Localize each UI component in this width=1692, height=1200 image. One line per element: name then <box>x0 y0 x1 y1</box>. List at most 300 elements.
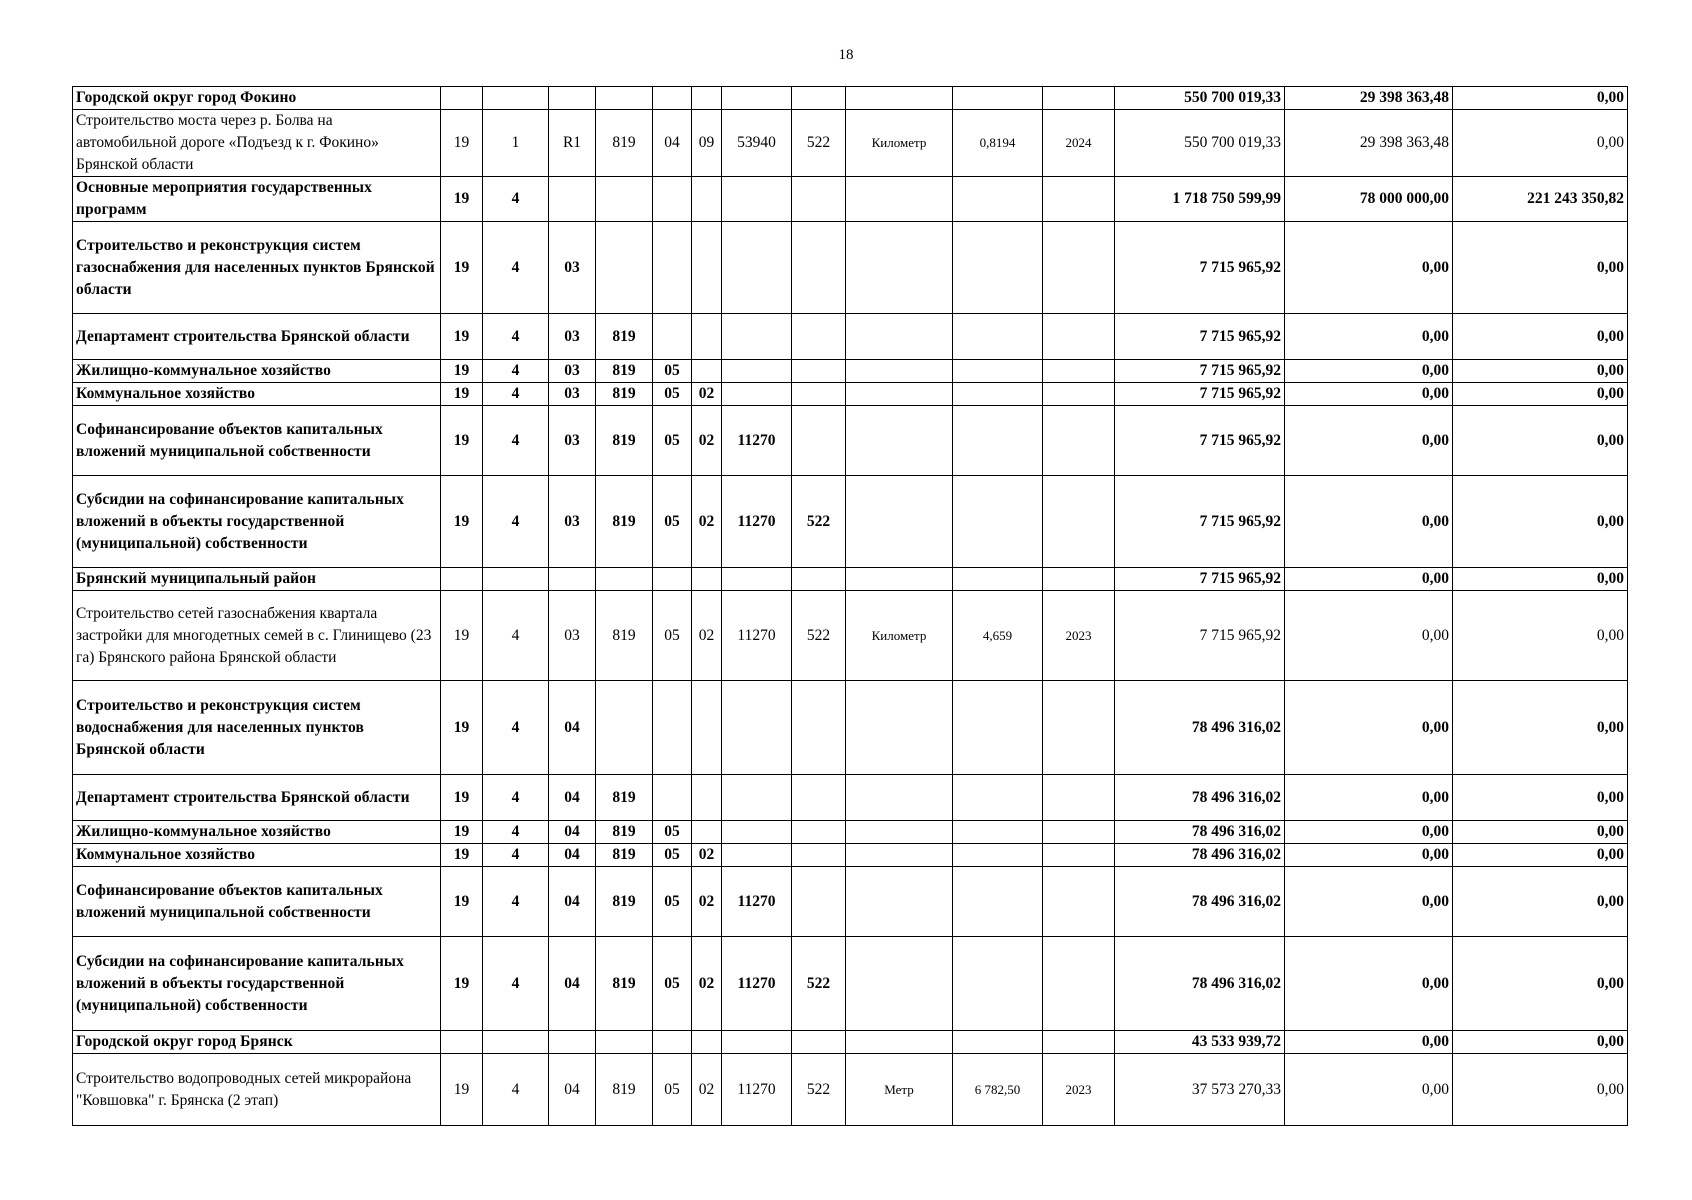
program-code: 19 <box>441 681 483 775</box>
department-code: 819 <box>596 937 653 1031</box>
subprogram-code <box>483 87 549 110</box>
subsection-code: 02 <box>692 867 722 937</box>
department-code: 819 <box>596 775 653 821</box>
amount-col-1: 1 718 750 599,99 <box>1115 177 1285 222</box>
capacity-value: 4,659 <box>953 591 1043 681</box>
activity-code: 03 <box>549 360 596 383</box>
department-code: 819 <box>596 821 653 844</box>
expense-type-code <box>792 222 846 314</box>
department-code <box>596 681 653 775</box>
department-code: 819 <box>596 867 653 937</box>
activity-code: 03 <box>549 406 596 476</box>
activity-code: 03 <box>549 476 596 568</box>
subprogram-code: 4 <box>483 476 549 568</box>
department-code <box>596 177 653 222</box>
section-code <box>653 775 692 821</box>
activity-code <box>549 87 596 110</box>
completion-year <box>1043 406 1115 476</box>
subsection-code <box>692 568 722 591</box>
section-code <box>653 87 692 110</box>
capacity-unit <box>846 937 953 1031</box>
activity-code: 03 <box>549 383 596 406</box>
capacity-value <box>953 314 1043 360</box>
amount-col-3: 0,00 <box>1453 591 1628 681</box>
amount-col-3: 221 243 350,82 <box>1453 177 1628 222</box>
section-code: 05 <box>653 867 692 937</box>
subsection-code <box>692 87 722 110</box>
capacity-unit <box>846 775 953 821</box>
amount-col-3: 0,00 <box>1453 222 1628 314</box>
amount-col-1: 78 496 316,02 <box>1115 937 1285 1031</box>
amount-col-3: 0,00 <box>1453 937 1628 1031</box>
subprogram-code: 4 <box>483 177 549 222</box>
activity-code: 04 <box>549 1054 596 1126</box>
subprogram-code: 4 <box>483 314 549 360</box>
capacity-value <box>953 406 1043 476</box>
expense-type-code <box>792 867 846 937</box>
target-code <box>722 681 792 775</box>
activity-code: 04 <box>549 775 596 821</box>
completion-year <box>1043 681 1115 775</box>
section-code <box>653 568 692 591</box>
capacity-value <box>953 844 1043 867</box>
table-row <box>73 681 1628 775</box>
table-row <box>73 87 1628 110</box>
target-code: 11270 <box>722 476 792 568</box>
row-name: Строительство водопроводных сетей микрорайона "Ковшовка" г. Брянска (2 этап) <box>73 1054 441 1126</box>
completion-year <box>1043 821 1115 844</box>
amount-col-3: 0,00 <box>1453 314 1628 360</box>
completion-year <box>1043 314 1115 360</box>
table-row <box>73 1031 1628 1054</box>
row-name: Строительство и реконструкция систем газоснабжения для населенных пунктов Брянской области <box>73 222 441 314</box>
table-row <box>73 314 1628 360</box>
amount-col-2: 0,00 <box>1285 383 1453 406</box>
subsection-code: 02 <box>692 383 722 406</box>
amount-col-2: 0,00 <box>1285 867 1453 937</box>
amount-col-3: 0,00 <box>1453 360 1628 383</box>
section-code: 05 <box>653 476 692 568</box>
department-code: 819 <box>596 406 653 476</box>
activity-code: 04 <box>549 844 596 867</box>
section-code: 04 <box>653 110 692 177</box>
amount-col-3: 0,00 <box>1453 821 1628 844</box>
subprogram-code: 4 <box>483 937 549 1031</box>
expense-type-code: 522 <box>792 476 846 568</box>
subprogram-code: 4 <box>483 222 549 314</box>
target-code: 11270 <box>722 406 792 476</box>
amount-col-1: 7 715 965,92 <box>1115 406 1285 476</box>
capacity-unit <box>846 314 953 360</box>
expense-type-code <box>792 406 846 476</box>
subsection-code <box>692 1031 722 1054</box>
section-code: 05 <box>653 844 692 867</box>
subprogram-code: 4 <box>483 681 549 775</box>
capacity-unit <box>846 821 953 844</box>
section-code: 05 <box>653 937 692 1031</box>
completion-year <box>1043 1031 1115 1054</box>
subsection-code <box>692 681 722 775</box>
target-code <box>722 1031 792 1054</box>
row-name: Софинансирование объектов капитальных вложений муниципальной собственности <box>73 406 441 476</box>
table-row <box>73 406 1628 476</box>
row-name: Городской округ город Брянск <box>73 1031 441 1054</box>
amount-col-3: 0,00 <box>1453 406 1628 476</box>
department-code: 819 <box>596 591 653 681</box>
capacity-value <box>953 87 1043 110</box>
department-code <box>596 1031 653 1054</box>
expense-type-code <box>792 1031 846 1054</box>
department-code: 819 <box>596 314 653 360</box>
subsection-code: 02 <box>692 591 722 681</box>
section-code: 05 <box>653 406 692 476</box>
amount-col-3: 0,00 <box>1453 681 1628 775</box>
amount-col-2: 0,00 <box>1285 937 1453 1031</box>
table-row <box>73 937 1628 1031</box>
subsection-code <box>692 177 722 222</box>
program-code: 19 <box>441 844 483 867</box>
subsection-code <box>692 821 722 844</box>
completion-year <box>1043 867 1115 937</box>
subsection-code: 02 <box>692 476 722 568</box>
program-code: 19 <box>441 591 483 681</box>
subsection-code: 02 <box>692 937 722 1031</box>
capacity-value <box>953 775 1043 821</box>
subprogram-code: 4 <box>483 591 549 681</box>
subsection-code: 02 <box>692 844 722 867</box>
subprogram-code: 4 <box>483 867 549 937</box>
capacity-value: 0,8194 <box>953 110 1043 177</box>
table-row <box>73 568 1628 591</box>
program-code: 19 <box>441 383 483 406</box>
amount-col-2: 0,00 <box>1285 568 1453 591</box>
amount-col-1: 78 496 316,02 <box>1115 844 1285 867</box>
capacity-value <box>953 476 1043 568</box>
section-code <box>653 681 692 775</box>
program-code: 19 <box>441 406 483 476</box>
amount-col-3: 0,00 <box>1453 1031 1628 1054</box>
department-code: 819 <box>596 1054 653 1126</box>
target-code <box>722 360 792 383</box>
completion-year <box>1043 937 1115 1031</box>
row-name: Департамент строительства Брянской области <box>73 775 441 821</box>
amount-col-1: 37 573 270,33 <box>1115 1054 1285 1126</box>
amount-col-2: 0,00 <box>1285 476 1453 568</box>
capacity-value: 6 782,50 <box>953 1054 1043 1126</box>
activity-code: 04 <box>549 867 596 937</box>
department-code <box>596 222 653 314</box>
row-name: Софинансирование объектов капитальных вложений муниципальной собственности <box>73 867 441 937</box>
amount-col-1: 7 715 965,92 <box>1115 360 1285 383</box>
row-name: Городской округ город Фокино <box>73 87 441 110</box>
amount-col-3: 0,00 <box>1453 1054 1628 1126</box>
capacity-unit: Километр <box>846 110 953 177</box>
completion-year <box>1043 383 1115 406</box>
row-name: Строительство сетей газоснабжения квартала застройки для многодетных семей в с. Глинищево (23 га) Брянского района Брянской области <box>73 591 441 681</box>
subprogram-code: 4 <box>483 1054 549 1126</box>
capacity-unit <box>846 867 953 937</box>
subsection-code: 02 <box>692 406 722 476</box>
amount-col-1: 550 700 019,33 <box>1115 87 1285 110</box>
subprogram-code: 4 <box>483 844 549 867</box>
section-code <box>653 1031 692 1054</box>
capacity-value <box>953 568 1043 591</box>
target-code <box>722 844 792 867</box>
table-row <box>73 476 1628 568</box>
amount-col-2: 0,00 <box>1285 591 1453 681</box>
amount-col-1: 78 496 316,02 <box>1115 775 1285 821</box>
amount-col-2: 0,00 <box>1285 844 1453 867</box>
expense-type-code <box>792 568 846 591</box>
capacity-value <box>953 867 1043 937</box>
page-number: 18 <box>838 47 854 63</box>
subprogram-code: 4 <box>483 775 549 821</box>
program-code: 19 <box>441 314 483 360</box>
expense-type-code <box>792 821 846 844</box>
amount-col-2: 0,00 <box>1285 314 1453 360</box>
amount-col-3: 0,00 <box>1453 775 1628 821</box>
table-row <box>73 383 1628 406</box>
program-code: 19 <box>441 1054 483 1126</box>
department-code: 819 <box>596 110 653 177</box>
completion-year <box>1043 177 1115 222</box>
amount-col-3: 0,00 <box>1453 383 1628 406</box>
amount-col-3: 0,00 <box>1453 867 1628 937</box>
amount-col-1: 78 496 316,02 <box>1115 821 1285 844</box>
subsection-code: 02 <box>692 1054 722 1126</box>
capacity-value <box>953 383 1043 406</box>
subsection-code <box>692 222 722 314</box>
section-code: 05 <box>653 383 692 406</box>
capacity-unit <box>846 177 953 222</box>
expense-type-code: 522 <box>792 1054 846 1126</box>
subprogram-code <box>483 1031 549 1054</box>
target-code: 11270 <box>722 937 792 1031</box>
subprogram-code: 1 <box>483 110 549 177</box>
completion-year <box>1043 360 1115 383</box>
amount-col-1: 7 715 965,92 <box>1115 383 1285 406</box>
department-code: 819 <box>596 383 653 406</box>
section-code: 05 <box>653 1054 692 1126</box>
capacity-value <box>953 681 1043 775</box>
amount-col-2: 0,00 <box>1285 406 1453 476</box>
amount-col-2: 0,00 <box>1285 821 1453 844</box>
amount-col-3: 0,00 <box>1453 87 1628 110</box>
target-code <box>722 775 792 821</box>
expense-type-code: 522 <box>792 110 846 177</box>
amount-col-1: 7 715 965,92 <box>1115 591 1285 681</box>
department-code: 819 <box>596 476 653 568</box>
program-code: 19 <box>441 775 483 821</box>
amount-col-2: 0,00 <box>1285 222 1453 314</box>
completion-year <box>1043 476 1115 568</box>
program-code: 19 <box>441 867 483 937</box>
program-code <box>441 87 483 110</box>
program-code: 19 <box>441 222 483 314</box>
capacity-unit <box>846 681 953 775</box>
amount-col-2: 29 398 363,48 <box>1285 87 1453 110</box>
amount-col-3: 0,00 <box>1453 110 1628 177</box>
program-code: 19 <box>441 476 483 568</box>
row-name: Коммунальное хозяйство <box>73 383 441 406</box>
section-code <box>653 314 692 360</box>
capacity-value <box>953 177 1043 222</box>
expense-type-code <box>792 844 846 867</box>
target-code <box>722 314 792 360</box>
capacity-unit <box>846 476 953 568</box>
table-row <box>73 110 1628 177</box>
department-code: 819 <box>596 844 653 867</box>
table-row <box>73 775 1628 821</box>
section-code <box>653 222 692 314</box>
target-code <box>722 87 792 110</box>
table-row <box>73 591 1628 681</box>
row-name: Строительство и реконструкция систем водоснабжения для населенных пунктов Брянской области <box>73 681 441 775</box>
section-code: 05 <box>653 821 692 844</box>
amount-col-1: 78 496 316,02 <box>1115 867 1285 937</box>
department-code: 819 <box>596 360 653 383</box>
expense-type-code <box>792 681 846 775</box>
capacity-value <box>953 1031 1043 1054</box>
amount-col-2: 29 398 363,48 <box>1285 110 1453 177</box>
row-name: Жилищно-коммунальное хозяйство <box>73 360 441 383</box>
expense-type-code <box>792 775 846 821</box>
amount-col-1: 7 715 965,92 <box>1115 222 1285 314</box>
completion-year: 2023 <box>1043 591 1115 681</box>
subsection-code <box>692 360 722 383</box>
subsection-code: 09 <box>692 110 722 177</box>
capacity-unit <box>846 406 953 476</box>
activity-code: R1 <box>549 110 596 177</box>
target-code <box>722 222 792 314</box>
completion-year <box>1043 87 1115 110</box>
target-code: 53940 <box>722 110 792 177</box>
activity-code: 03 <box>549 222 596 314</box>
amount-col-2: 0,00 <box>1285 681 1453 775</box>
program-code: 19 <box>441 360 483 383</box>
program-code: 19 <box>441 110 483 177</box>
expense-type-code <box>792 177 846 222</box>
row-name: Жилищно-коммунальное хозяйство <box>73 821 441 844</box>
capacity-unit <box>846 568 953 591</box>
row-name: Субсидии на софинансирование капитальных вложений в объекты государственной (муниципальной) собственности <box>73 476 441 568</box>
table-row <box>73 1054 1628 1126</box>
amount-col-1: 550 700 019,33 <box>1115 110 1285 177</box>
section-code: 05 <box>653 591 692 681</box>
activity-code <box>549 177 596 222</box>
subsection-code <box>692 314 722 360</box>
section-code: 05 <box>653 360 692 383</box>
amount-col-3: 0,00 <box>1453 844 1628 867</box>
table-row <box>73 177 1628 222</box>
capacity-value <box>953 821 1043 844</box>
table-row <box>73 844 1628 867</box>
row-name: Брянский муниципальный район <box>73 568 441 591</box>
activity-code: 03 <box>549 591 596 681</box>
table-row <box>73 360 1628 383</box>
program-code <box>441 568 483 591</box>
amount-col-1: 7 715 965,92 <box>1115 476 1285 568</box>
capacity-unit <box>846 360 953 383</box>
capacity-unit <box>846 844 953 867</box>
completion-year: 2024 <box>1043 110 1115 177</box>
activity-code <box>549 1031 596 1054</box>
target-code <box>722 177 792 222</box>
amount-col-2: 78 000 000,00 <box>1285 177 1453 222</box>
amount-col-1: 43 533 939,72 <box>1115 1031 1285 1054</box>
capacity-value <box>953 360 1043 383</box>
expense-type-code: 522 <box>792 937 846 1031</box>
activity-code: 04 <box>549 937 596 1031</box>
completion-year: 2023 <box>1043 1054 1115 1126</box>
expense-type-code <box>792 383 846 406</box>
amount-col-2: 0,00 <box>1285 1054 1453 1126</box>
capacity-unit <box>846 383 953 406</box>
subsection-code <box>692 775 722 821</box>
completion-year <box>1043 568 1115 591</box>
program-code: 19 <box>441 177 483 222</box>
subprogram-code: 4 <box>483 821 549 844</box>
capacity-unit <box>846 87 953 110</box>
amount-col-1: 78 496 316,02 <box>1115 681 1285 775</box>
amount-col-3: 0,00 <box>1453 568 1628 591</box>
table-row <box>73 821 1628 844</box>
completion-year <box>1043 222 1115 314</box>
capacity-unit <box>846 1031 953 1054</box>
amount-col-1: 7 715 965,92 <box>1115 314 1285 360</box>
capacity-unit: Метр <box>846 1054 953 1126</box>
row-name: Коммунальное хозяйство <box>73 844 441 867</box>
row-name: Строительство моста через р. Болва на автомобильной дороге «Подъезд к г. Фокино» Брянской области <box>73 110 441 177</box>
amount-col-2: 0,00 <box>1285 775 1453 821</box>
amount-col-2: 0,00 <box>1285 1031 1453 1054</box>
department-code <box>596 87 653 110</box>
activity-code: 03 <box>549 314 596 360</box>
amount-col-3: 0,00 <box>1453 476 1628 568</box>
department-code <box>596 568 653 591</box>
row-name: Субсидии на софинансирование капитальных вложений в объекты государственной (муниципальной) собственности <box>73 937 441 1031</box>
row-name: Департамент строительства Брянской области <box>73 314 441 360</box>
completion-year <box>1043 775 1115 821</box>
target-code: 11270 <box>722 591 792 681</box>
table-row <box>73 222 1628 314</box>
expense-type-code <box>792 87 846 110</box>
program-code: 19 <box>441 821 483 844</box>
row-name: Основные мероприятия государственных программ <box>73 177 441 222</box>
section-code <box>653 177 692 222</box>
subprogram-code <box>483 568 549 591</box>
expense-type-code <box>792 314 846 360</box>
capacity-unit: Километр <box>846 591 953 681</box>
program-code: 19 <box>441 937 483 1031</box>
activity-code <box>549 568 596 591</box>
target-code <box>722 383 792 406</box>
capacity-value <box>953 937 1043 1031</box>
expense-type-code: 522 <box>792 591 846 681</box>
program-code <box>441 1031 483 1054</box>
capacity-value <box>953 222 1043 314</box>
table-row <box>73 867 1628 937</box>
budget-table <box>72 86 1628 1126</box>
target-code: 11270 <box>722 1054 792 1126</box>
expense-type-code <box>792 360 846 383</box>
amount-col-2: 0,00 <box>1285 360 1453 383</box>
subprogram-code: 4 <box>483 406 549 476</box>
capacity-unit <box>846 222 953 314</box>
completion-year <box>1043 844 1115 867</box>
subprogram-code: 4 <box>483 360 549 383</box>
target-code <box>722 568 792 591</box>
